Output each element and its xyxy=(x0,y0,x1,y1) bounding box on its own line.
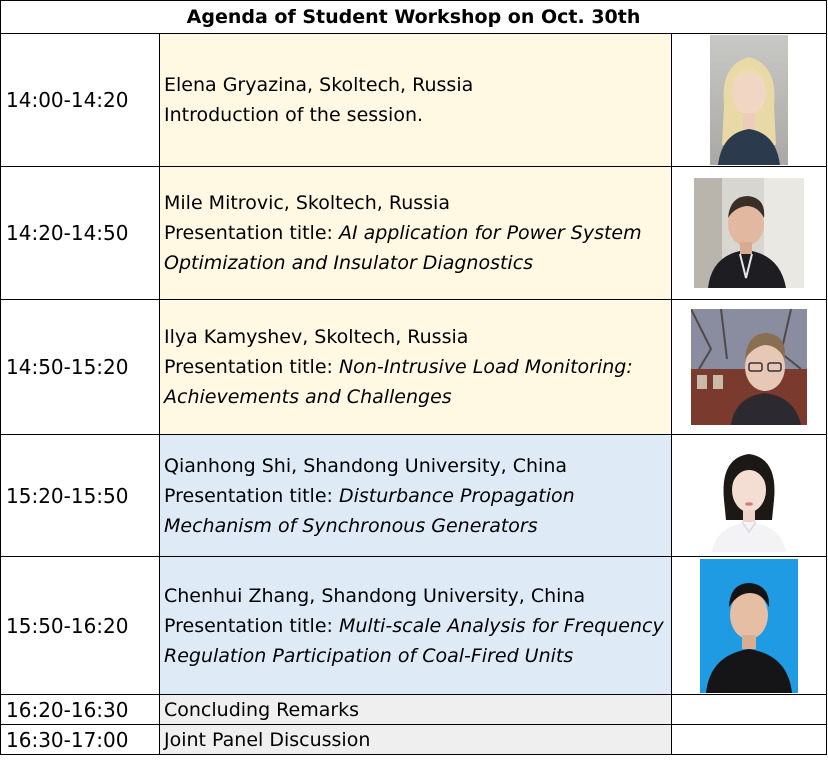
speaker-line: Ilya Kamyshev, Skoltech, Russia xyxy=(164,326,469,348)
speaker-photo xyxy=(710,35,788,165)
photo-cell xyxy=(672,34,827,167)
session-text: Introduction of the session. xyxy=(164,104,424,126)
title-line-1 xyxy=(164,611,671,641)
title-line-2 xyxy=(164,511,671,541)
speaker-photo-man-blue-bg xyxy=(700,559,798,693)
presentation-title-continued: Regulation Participation of Coal-Fired Units xyxy=(164,644,574,667)
session-time: 15:20-15:50 xyxy=(1,435,160,557)
empty-cell xyxy=(672,725,827,755)
session-row xyxy=(1,435,827,557)
session-row xyxy=(1,34,827,167)
presentation-title: AI application for Power System xyxy=(338,222,642,244)
empty-cell xyxy=(672,695,827,725)
title-prefix: Presentation title: xyxy=(164,614,339,637)
speaker-line: Mile Mitrovic, Skoltech, Russia xyxy=(164,192,450,214)
photo-cell xyxy=(672,557,827,695)
speaker-photo xyxy=(706,440,792,552)
presentation-title-continued: Achievements and Challenges xyxy=(164,386,452,408)
speaker-photo-man-glasses xyxy=(691,309,807,425)
title-line-1 xyxy=(164,481,671,511)
session-description xyxy=(160,300,672,435)
title-prefix: Presentation title: xyxy=(164,356,339,378)
title-line-2 xyxy=(164,641,671,671)
closing-row xyxy=(1,695,827,725)
presentation-title: Non-Intrusive Load Monitoring: xyxy=(338,356,633,378)
session-description xyxy=(160,557,672,695)
speaker-photo-woman-blonde xyxy=(710,35,788,165)
title-line-1 xyxy=(164,218,671,248)
session-label: Joint Panel Discussion xyxy=(160,725,672,755)
title-line-1 xyxy=(164,352,671,382)
session-time: 14:50-15:20 xyxy=(1,300,160,435)
closing-row xyxy=(1,725,827,755)
presentation-title: Disturbance Propagation xyxy=(338,484,575,507)
presentation-title: Multi-scale Analysis for Frequency xyxy=(338,614,664,637)
session-label: Concluding Remarks xyxy=(160,695,672,725)
session-time: 15:50-16:20 xyxy=(1,557,160,695)
photo-cell xyxy=(672,300,827,435)
presentation-title-continued: Mechanism of Synchronous Generators xyxy=(164,514,538,537)
session-time: 16:20-16:30 xyxy=(1,695,160,725)
speaker-line: Elena Gryazina, Skoltech, Russia xyxy=(164,74,474,96)
session-description xyxy=(160,34,672,167)
presentation-title-continued: Optimization and Insulator Diagnostics xyxy=(164,252,534,274)
speaker-photo xyxy=(694,178,804,288)
title-prefix: Presentation title: xyxy=(164,484,339,507)
session-row xyxy=(1,167,827,300)
session-time: 16:30-17:00 xyxy=(1,725,160,755)
session-time: 14:20-14:50 xyxy=(1,167,160,300)
title-prefix: Presentation title: xyxy=(164,222,339,244)
session-description xyxy=(160,435,672,557)
speaker-photo-woman-white-bg xyxy=(706,440,792,552)
agenda-title: Agenda of Student Workshop on Oct. 30th xyxy=(1,1,827,34)
speaker-photo xyxy=(700,559,798,693)
speaker-line: Qianhong Shi, Shandong University, China xyxy=(164,454,567,477)
session-description xyxy=(160,167,672,300)
session-time: 14:00-14:20 xyxy=(1,34,160,167)
speaker-photo xyxy=(691,309,807,425)
title-line-2 xyxy=(164,248,671,278)
session-row xyxy=(1,300,827,435)
session-row xyxy=(1,557,827,695)
speaker-line: Chenhui Zhang, Shandong University, China xyxy=(164,584,586,607)
photo-cell xyxy=(672,167,827,300)
photo-cell xyxy=(672,435,827,557)
speaker-photo-man-dark-hair xyxy=(694,178,804,288)
title-line-2 xyxy=(164,382,671,412)
